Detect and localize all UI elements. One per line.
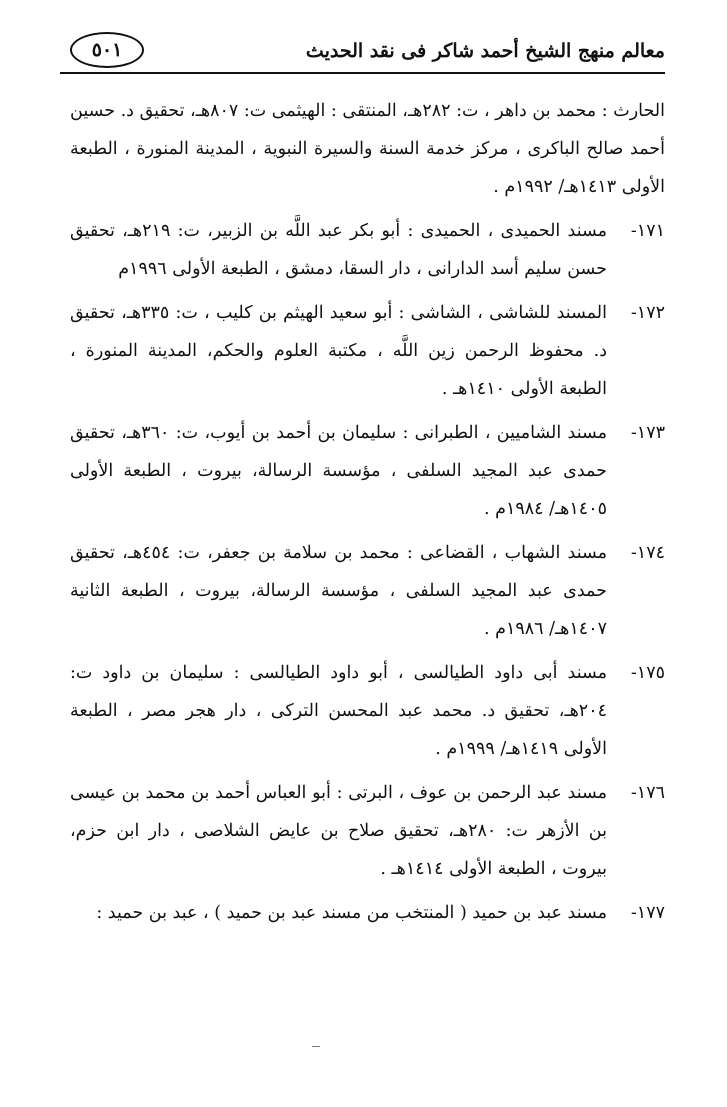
page-number: ٥٠١: [70, 32, 144, 68]
entry-text: مسند الشهاب ، القضاعى : محمد بن سلامة بن جعفر، ت: ٤٥٤هـ، تحقيق حمدى عبد المجيد السلفى ، مؤسسة الرسالة، بيروت ، الطبعة الثانية ١٤٠٧هـ/ ١٩٨٦م .: [70, 543, 607, 639]
entry-text: مسند عبد الرحمن بن عوف ، البرتى : أبو العباس أحمد بن محمد بن عيسى بن الأزهر ت: ٢٨٠هـ، تحقيق صلاح بن عايض الشلاصى ، دار ابن حزم، بيروت ، الطبعة الأولى ١٤١٤هـ .: [70, 783, 607, 879]
entry-text: المسند للشاشى ، الشاشى : أبو سعيد الهيثم بن كليب ، ت: ٣٣٥هـ، تحقيق د. محفوظ الرحمن زين اللَّه ، مكتبة العلوم والحكم، المدينة المنورة ، الطبعة الأولى ١٤١٠هـ .: [70, 303, 607, 399]
bibliography-entry: [70, 774, 665, 888]
entry-text: الحارث : محمد بن داهر ، ت: ٢٨٢هـ، المنتقى : الهيثمى ت: ٨٠٧هـ، تحقيق د. حسين أحمد صالح الباكرى ، مركز خدمة السنة والسيرة النبوية ، المدينة المنورة ، الطبعة الأولى ١٤١٣هـ/ ١٩٩٢م .: [70, 101, 665, 197]
footer-mark: [312, 1046, 320, 1047]
entry-text: مسند عبد بن حميد ( المنتخب من مسند عبد بن حميد ) ، عبد بن حميد :: [96, 903, 607, 923]
entry-number: ١٧١-: [630, 221, 665, 241]
running-title: معالم منهج الشيخ أحمد شاكر فى نقد الحديث: [305, 40, 665, 62]
entry-text: مسند الحميدى ، الحميدى : أبو بكر عبد اللَّه بن الزبير، ت: ٢١٩هـ، تحقيق حسن سليم أسد الدارانى ، دار السقا، دمشق ، الطبعة الأولى ١٩٩٦م: [70, 221, 607, 279]
entry-number: ١٧٣-: [630, 423, 665, 443]
entry-number: ١٧٤-: [630, 543, 665, 563]
bibliography-list: [70, 92, 665, 932]
entry-number: ١٧٥-: [630, 663, 665, 683]
header-rule: [60, 72, 665, 74]
bibliography-entry: [70, 654, 665, 768]
bibliography-entry: [70, 92, 665, 206]
bibliography-entry: [70, 212, 665, 288]
entry-number: ١٧٧-: [630, 903, 665, 923]
bibliography-entry: [70, 414, 665, 528]
entry-text: مسند أبى داود الطيالسى ، أبو داود الطيالسى : سليمان بن داود ت: ٢٠٤هـ، تحقيق د. محمد عبد المحسن التركى ، دار هجر مصر ، الطبعة الأولى ١٤١٩هـ/ ١٩٩٩م .: [70, 663, 607, 759]
entry-number: ١٧٦-: [630, 783, 665, 803]
page-header: [60, 32, 665, 72]
bibliography-entry: [70, 534, 665, 648]
bibliography-entry: [70, 294, 665, 408]
entry-number: ١٧٢-: [630, 303, 665, 323]
entry-text: مسند الشاميين ، الطبرانى : سليمان بن أحمد بن أيوب، ت: ٣٦٠هـ، تحقيق حمدى عبد المجيد السلفى ، مؤسسة الرسالة، بيروت ، الطبعة الأولى ١٤٠٥هـ/ ١٩٨٤م .: [70, 423, 607, 519]
bibliography-entry: [70, 894, 665, 932]
